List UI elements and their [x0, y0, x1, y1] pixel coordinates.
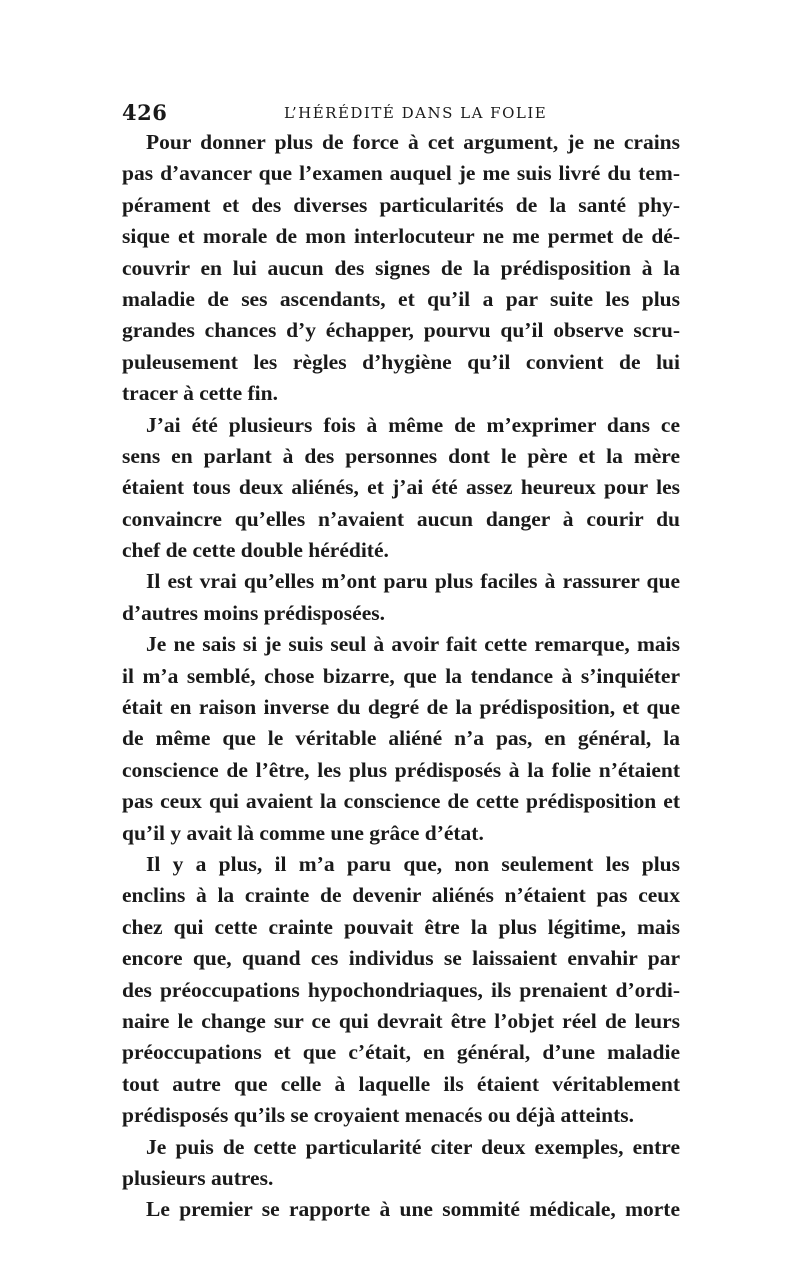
text-line: d’autres moins prédisposées. — [122, 600, 385, 625]
text-line: il m’a semblé, chose bizarre, que la tendance à s’inquiéter — [122, 663, 680, 688]
text-line: maladie de ses ascendants, et qu’il a par suite les plus — [122, 286, 680, 311]
text-line: convaincre qu’elles n’avaient aucun danger à courir du — [122, 506, 680, 531]
text-line: puleusement les règles d’hygiène qu’il convient de lui — [122, 349, 680, 374]
text-line: pas ceux qui avaient la conscience de cette prédisposition et — [122, 789, 680, 814]
text-line: chez qui cette crainte pouvait être la plus légitime, mais — [122, 914, 680, 939]
text-line: Le premier se rapporte à une sommité médicale, morte — [146, 1197, 680, 1222]
text-line: plusieurs autres. — [122, 1165, 274, 1190]
text-line: conscience de l’être, les plus prédisposés à la folie n’étaient — [122, 757, 680, 782]
text-line: Pour donner plus de force à cet argument, je ne crains — [146, 130, 680, 154]
text-line: qu’il y avait là comme une grâce d’état. — [122, 820, 484, 845]
text-line: chef de cette double hérédité. — [122, 538, 389, 563]
text-line: prédisposés qu’ils se croyaient menacés ou déjà atteints. — [122, 1103, 635, 1128]
text-line: tracer à cette fin. — [122, 381, 278, 406]
text-line: naire le change sur ce qui devrait être l’objet réel de leurs — [122, 1008, 680, 1033]
text-line: grandes chances d’y échapper, pourvu qu’il observe scru- — [122, 318, 680, 343]
running-title: L’HÉRÉDITÉ DANS LA FOLIE — [284, 104, 548, 122]
text-line: Je ne sais si je suis seul à avoir fait cette remarque, mais — [146, 632, 680, 657]
text-line: pérament et des diverses particularités de la santé phy- — [122, 192, 680, 217]
text-line: enclins à la crainte de devenir aliénés n’étaient pas ceux — [122, 883, 680, 908]
text-line: pas d’avancer que l’examen auquel je me suis livré du tem- — [122, 161, 680, 186]
page-number: 426 — [122, 100, 168, 125]
text-line: sens en parlant à des personnes dont le père et la mère — [122, 443, 680, 468]
text-line: J’ai été plusieurs fois à même de m’exprimer dans ce — [146, 412, 680, 437]
text-line: Il y a plus, il m’a paru que, non seulement les plus — [146, 851, 680, 876]
text-line: couvrir en lui aucun des signes de la prédisposition à la — [122, 255, 680, 280]
text-line: préoccupations et que c’était, en général, d’une maladie — [122, 1040, 680, 1065]
text-line: tout autre que celle à laquelle ils étaient véritablement — [122, 1071, 680, 1096]
text-line: étaient tous deux aliénés, et j’ai été assez heureux pour les — [122, 475, 680, 500]
text-line: encore que, quand ces individus se laissaient envahir par — [122, 946, 680, 971]
text-line: était en raison inverse du degré de la prédisposition, et que — [122, 695, 680, 720]
body-text — [122, 127, 680, 1226]
page-header — [122, 100, 682, 126]
text-line: de même que le véritable aliéné n’a pas, en général, la — [122, 726, 680, 751]
text-line: Il est vrai qu’elles m’ont paru plus faciles à rassurer que — [146, 569, 680, 594]
text-line: Je puis de cette particularité citer deux exemples, entre — [146, 1134, 680, 1159]
text-line: des préoccupations hypochondriaques, ils prenaient d’ordi- — [122, 977, 680, 1002]
text-line: sique et morale de mon interlocuteur ne me permet de dé- — [122, 224, 680, 249]
